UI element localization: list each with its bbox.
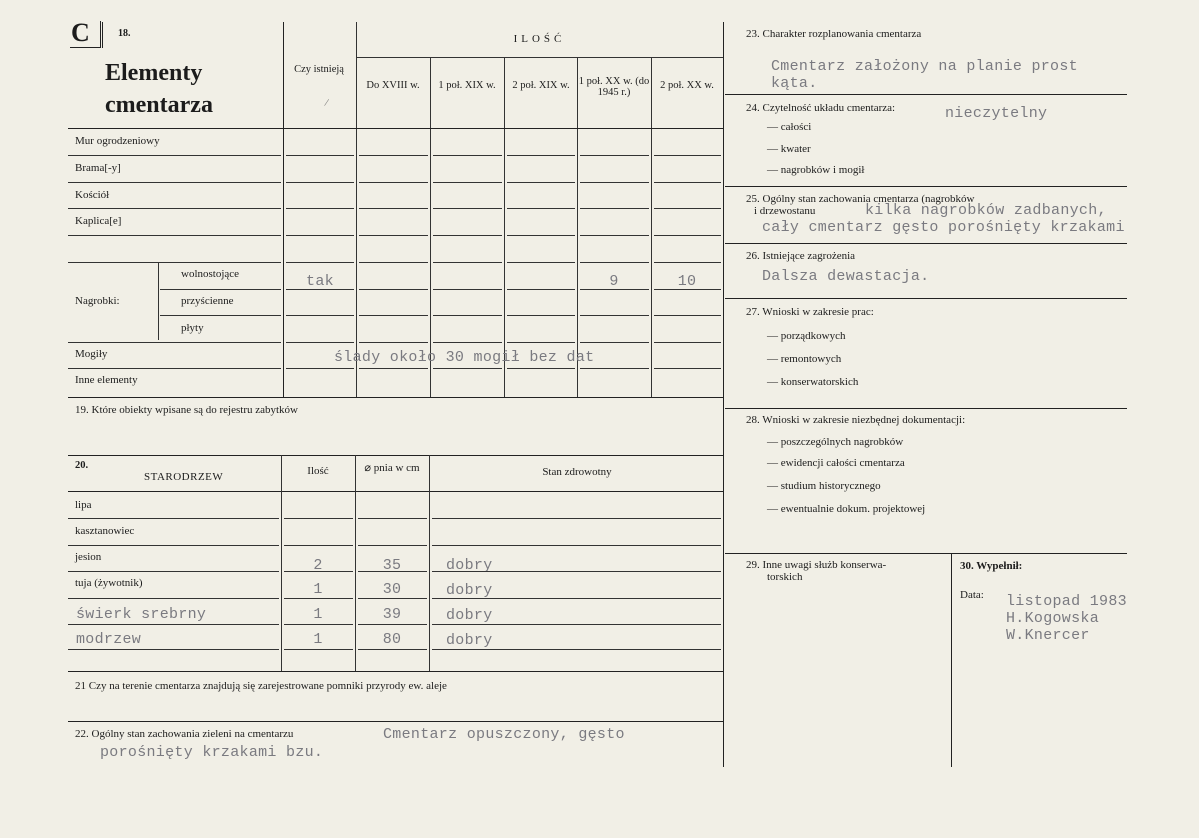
tree-diam: 30 — [382, 581, 402, 598]
section-25-value: cały cmentarz gęsto porośnięty krzakami — [762, 219, 1125, 236]
row-separator — [359, 315, 428, 316]
tree-row-separator — [432, 649, 721, 650]
tombs-free-xx1: 9 — [609, 273, 619, 290]
row-separator — [654, 208, 721, 209]
row-label-tombs-free: wolnostojące — [181, 268, 240, 280]
section-25-label: 25. Ogólny stan zachowania cmentarza (nagrobków — [746, 193, 975, 205]
row-label-tombs-wall: przyścienne — [181, 295, 234, 307]
row-separator — [433, 235, 502, 236]
row-separator — [507, 182, 575, 183]
divider — [283, 22, 284, 397]
tree-qty: 1 — [313, 606, 323, 623]
tree-health: dobry — [446, 557, 493, 574]
row-separator — [580, 342, 649, 343]
trees-title: STARODRZEW — [144, 471, 224, 483]
tree-row-separator — [68, 518, 279, 519]
col-quantity-header: ILOŚĆ — [513, 33, 566, 45]
tree-row-separator — [68, 545, 279, 546]
divider — [68, 491, 723, 492]
row-separator — [654, 289, 721, 290]
row-label-graves: Mogiły — [75, 348, 108, 360]
row-separator — [68, 342, 281, 343]
center-divider — [723, 22, 724, 767]
divider — [68, 671, 723, 672]
col-exists-header: Czy istnieją — [294, 64, 344, 75]
row-separator — [68, 208, 281, 209]
section-20-number: 20. — [75, 460, 89, 471]
tombs-free-xx2: 10 — [677, 273, 697, 290]
row-separator — [654, 368, 721, 369]
row-separator — [359, 342, 428, 343]
tree-row-separator — [284, 598, 353, 599]
row-separator — [507, 235, 575, 236]
tree-qty: 2 — [313, 557, 323, 574]
row-separator — [68, 235, 281, 236]
tree-diam: 39 — [382, 606, 402, 623]
row-separator — [68, 262, 281, 263]
tree-name: jesion — [75, 551, 102, 563]
section-22-value: Cmentarz opuszczony, gęsto — [383, 726, 625, 743]
row-separator — [286, 262, 354, 263]
trees-col-qty: Ilość — [307, 465, 329, 477]
row-separator — [433, 289, 502, 290]
divider — [725, 298, 1127, 299]
row-separator — [580, 289, 649, 290]
row-separator — [359, 182, 428, 183]
row-separator — [507, 155, 575, 156]
row-separator — [433, 368, 502, 369]
row-separator — [654, 182, 721, 183]
section-29-label: torskich — [767, 571, 803, 583]
section-letter: C — [71, 18, 90, 47]
tree-name: lipa — [75, 499, 92, 511]
row-label-wall: Mur ogrodzeniowy — [75, 135, 160, 147]
tree-diam: 80 — [382, 631, 402, 648]
section-27-item: — porządkowych — [767, 330, 846, 342]
tree-name-typed: świerk srebrny — [76, 606, 207, 623]
tree-row-separator — [432, 545, 721, 546]
tree-diam: 35 — [382, 557, 402, 574]
tree-row-separator — [358, 518, 427, 519]
row-separator — [507, 315, 575, 316]
row-separator — [359, 208, 428, 209]
tree-name: kasztanowiec — [75, 525, 135, 537]
section-23-label: 23. Charakter rozplanowania cmentarza — [746, 28, 922, 40]
row-separator — [580, 368, 649, 369]
section-24-label: 24. Czytelność układu cmentarza: — [746, 102, 896, 114]
section-24-item: — nagrobków i mogił — [767, 164, 865, 176]
tree-row-separator — [284, 518, 353, 519]
tree-row-separator — [284, 545, 353, 546]
row-separator — [160, 315, 281, 316]
row-separator — [507, 262, 575, 263]
filled-by-name: H.Kogowska — [1006, 610, 1100, 627]
divider — [577, 57, 578, 397]
divider — [68, 128, 723, 129]
graves-note: ślady około 30 mogił bez dat — [334, 349, 595, 366]
section-24-item: — kwater — [767, 143, 811, 155]
period-header: 2 poł. XX w. — [660, 80, 714, 91]
divider — [725, 408, 1127, 409]
tree-health: dobry — [446, 607, 493, 624]
section-27-item: — remontowych — [767, 353, 842, 365]
period-header: 2 poł. XIX w. — [512, 80, 570, 91]
row-separator — [286, 315, 354, 316]
divider — [725, 553, 1127, 554]
divider — [725, 243, 1127, 244]
row-separator — [580, 182, 649, 183]
section-27-label: 27. Wnioski w zakresie prac: — [746, 306, 874, 318]
row-separator — [68, 368, 281, 369]
tree-row-separator — [68, 571, 279, 572]
row-separator — [286, 342, 354, 343]
divider — [725, 94, 1127, 95]
row-separator — [580, 155, 649, 156]
row-separator — [580, 208, 649, 209]
date-label: Data: — [960, 589, 984, 601]
row-label-other: Inne elementy — [75, 374, 138, 386]
row-separator — [654, 155, 721, 156]
row-separator — [286, 368, 354, 369]
section-28-item: — ewidencji całości cmentarza — [767, 457, 905, 469]
section-25-value: kilka nagrobków zadbanych, — [865, 202, 1107, 219]
divider — [281, 455, 282, 671]
row-separator — [433, 208, 502, 209]
divider — [429, 455, 430, 671]
row-separator — [507, 208, 575, 209]
row-label-tombs-plates: płyty — [181, 322, 204, 334]
section-24-item: — całości — [767, 121, 812, 133]
period-header: Do XVIII w. — [366, 80, 420, 91]
row-label-church: Kościół — [75, 189, 110, 201]
row-separator — [359, 368, 428, 369]
tree-row-separator — [358, 649, 427, 650]
tree-health: dobry — [446, 582, 493, 599]
row-separator — [580, 262, 649, 263]
row-separator — [507, 289, 575, 290]
divider — [504, 57, 505, 397]
row-separator — [286, 208, 354, 209]
section-25-label: i drzewostanu — [754, 205, 816, 217]
divider — [356, 57, 723, 58]
tree-health: dobry — [446, 632, 493, 649]
tree-row-separator — [68, 649, 279, 650]
tree-row-separator — [284, 571, 353, 572]
period-header: 1 poł. XX w. (do 1945 r.) — [578, 76, 650, 98]
tree-row-separator — [284, 649, 353, 650]
row-separator — [286, 155, 354, 156]
row-separator — [433, 182, 502, 183]
page-title-line2: cmentarza — [105, 92, 213, 118]
row-label-gate: Brama[-y] — [75, 162, 121, 174]
row-separator — [433, 315, 502, 316]
row-separator — [286, 182, 354, 183]
row-separator — [507, 368, 575, 369]
section-23-value: Cmentarz założony na planie prost — [771, 58, 1078, 75]
row-separator — [359, 289, 428, 290]
section-26-value: Dalsza dewastacja. — [762, 268, 930, 285]
tick-mark: / — [323, 96, 330, 110]
section-27-item: — konserwatorskich — [767, 376, 859, 388]
row-separator — [654, 262, 721, 263]
section-19-label: 19. Które obiekty wpisane są do rejestru zabytków — [75, 404, 298, 416]
tree-row-separator — [358, 545, 427, 546]
row-separator — [433, 262, 502, 263]
row-separator — [580, 315, 649, 316]
tree-row-separator — [358, 598, 427, 599]
row-separator — [359, 155, 428, 156]
row-separator — [507, 342, 575, 343]
row-label-chapel: Kaplica[e] — [75, 215, 122, 227]
divider — [951, 553, 952, 767]
section-24-value: nieczytelny — [945, 105, 1048, 122]
section-30-label: 30. Wypełnił: — [960, 560, 1023, 572]
section-26-label: 26. Istniejące zagrożenia — [746, 250, 856, 262]
row-separator — [654, 315, 721, 316]
tree-row-separator — [432, 598, 721, 599]
tree-row-separator — [358, 624, 427, 625]
page-title-line1: Elementy — [105, 60, 203, 86]
date-value: listopad 1983 — [1006, 593, 1127, 610]
divider — [68, 455, 723, 456]
tombs-free-exists: tak — [306, 273, 334, 290]
divider — [68, 397, 723, 398]
row-separator — [286, 235, 354, 236]
filled-by-name: W.Knercer — [1006, 627, 1090, 644]
divider — [158, 263, 159, 340]
tree-row-separator — [432, 624, 721, 625]
trees-col-diam: ⌀ pnia w cm — [364, 462, 420, 474]
section-21-label: 21 Czy na terenie cmentarza znajdują się zarejestrowane pomniki przyrody ew. aleje — [75, 680, 447, 692]
section-23-value: kąta. — [771, 75, 818, 92]
divider — [68, 721, 723, 722]
divider — [430, 57, 431, 397]
row-label-tombs: Nagrobki: — [75, 295, 120, 307]
row-separator — [433, 342, 502, 343]
row-separator — [160, 289, 281, 290]
row-separator — [433, 155, 502, 156]
section-28-item: — studium historycznego — [767, 480, 881, 492]
divider — [725, 186, 1127, 187]
row-separator — [654, 235, 721, 236]
row-separator — [580, 235, 649, 236]
section-28-item: — poszczególnych nagrobków — [767, 436, 904, 448]
tree-qty: 1 — [313, 631, 323, 648]
row-separator — [359, 262, 428, 263]
section-28-item: — ewentualnie dokum. projektowej — [767, 503, 926, 515]
row-separator — [286, 289, 354, 290]
row-separator — [68, 182, 281, 183]
tree-row-separator — [284, 624, 353, 625]
row-separator — [359, 235, 428, 236]
row-separator — [654, 342, 721, 343]
tree-name-typed: modrzew — [76, 631, 142, 648]
divider — [102, 22, 103, 48]
divider — [355, 455, 356, 671]
tree-row-separator — [432, 571, 721, 572]
row-separator — [68, 155, 281, 156]
tree-qty: 1 — [313, 581, 323, 598]
tree-name: tuja (żywotnik) — [75, 577, 143, 589]
tree-row-separator — [432, 518, 721, 519]
tree-row-separator — [68, 598, 279, 599]
tree-row-separator — [358, 571, 427, 572]
period-header: 1 poł. XIX w. — [438, 80, 496, 91]
section-number: 18. — [118, 28, 131, 39]
section-28-label: 28. Wnioski w zakresie niezbędnej dokumentacji: — [746, 414, 966, 426]
divider — [651, 57, 652, 397]
section-29-label: 29. Inne uwagi służb konserwa- — [746, 559, 887, 571]
tree-row-separator — [68, 624, 279, 625]
divider — [356, 22, 357, 397]
trees-col-health: Stan zdrowotny — [542, 466, 612, 478]
section-22-label: 22. Ogólny stan zachowania zieleni na cmentarzu — [75, 728, 294, 740]
section-22-value: porośnięty krzakami bzu. — [100, 744, 324, 761]
